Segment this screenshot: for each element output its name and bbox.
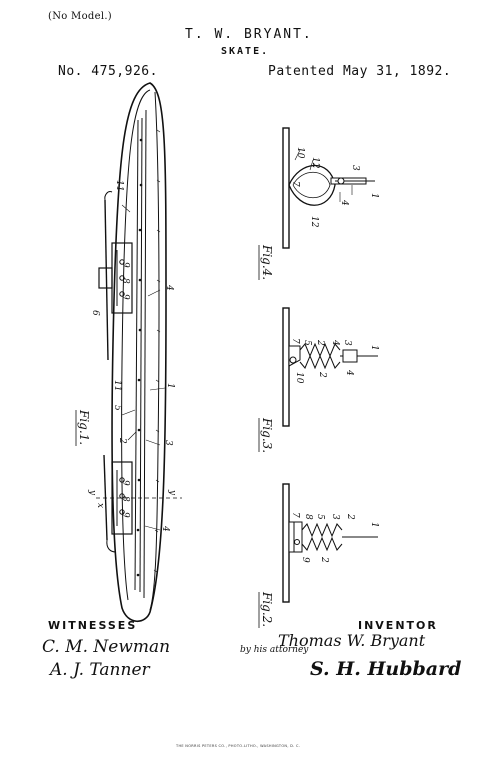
- patent-date: Patented May 31, 1892.: [268, 64, 452, 79]
- fig1-ref: 8: [120, 496, 130, 502]
- fig3-label: Fig.3.: [260, 418, 274, 454]
- fig3-ref: 3: [342, 340, 352, 346]
- fig1-ref: y: [167, 490, 177, 496]
- fig1-ref: 9: [120, 262, 130, 268]
- fig2-ref: 7: [290, 512, 300, 518]
- fig1-ref: 9: [120, 294, 130, 300]
- fig2-ref: 5: [315, 514, 325, 520]
- fig3-ref: 2: [315, 340, 325, 346]
- fig1-ref: 4: [164, 285, 174, 291]
- fig4-ref: 4: [339, 200, 349, 206]
- fig4-ref: 10: [295, 147, 305, 159]
- fig3-ref: 2: [317, 372, 327, 378]
- fig3-ref: 7: [290, 338, 300, 344]
- attorney-signature: S. H. Hubbard: [310, 658, 462, 680]
- by-attorney-note: by his attorney: [240, 645, 309, 655]
- fig4-section-drawing: [283, 128, 375, 248]
- fig4-ref: 12: [310, 157, 320, 169]
- printer-footer: THE NORRIS PETERS CO., PHOTO-LITHO., WASHINGTON, D. C.: [176, 744, 301, 748]
- fig1-ref: 6: [90, 310, 100, 316]
- fig2-section-drawing: [283, 484, 378, 602]
- fig3-section-drawing: [283, 308, 378, 426]
- witness-signature-1: C. M. Newman: [42, 637, 171, 657]
- fig1-ref: 9: [120, 480, 130, 486]
- fig2-label: Fig.2.: [260, 592, 274, 628]
- fig1-ref: 9: [120, 512, 130, 518]
- fig3-ref: 4: [330, 340, 340, 346]
- fig1-skate-drawing: [96, 83, 182, 621]
- fig4-ref: 7: [290, 181, 300, 187]
- fig4-ref: 12: [309, 216, 319, 228]
- witness-signature-2: A. J. Tanner: [50, 660, 150, 680]
- inventor-signature: Thomas W. Bryant: [278, 631, 426, 650]
- fig1-ref: 3: [163, 440, 173, 446]
- fig1-ref: 11: [114, 180, 124, 192]
- fig3-ref: 4: [344, 370, 354, 376]
- fig2-ref: 1: [369, 522, 379, 528]
- inventor-label: INVENTOR: [358, 619, 438, 632]
- fig1-ref: 4: [160, 526, 170, 532]
- fig3-ref: 1: [369, 345, 379, 351]
- patent-number: No. 475,926.: [58, 64, 158, 79]
- fig3-ref: 10: [294, 372, 304, 384]
- fig1-ref: 2: [117, 438, 127, 444]
- model-note: (No Model.): [48, 11, 113, 22]
- fig1-ref: 5: [112, 405, 122, 411]
- fig4-ref: 1: [369, 193, 379, 199]
- inventor-name-header: T. W. BRYANT.: [185, 27, 313, 42]
- fig1-ref: y: [87, 490, 97, 496]
- fig1-ref: 11: [112, 380, 122, 392]
- fig2-ref: 3: [330, 514, 340, 520]
- fig1-ref: 1: [165, 383, 175, 389]
- fig1-ref: 8: [120, 278, 130, 284]
- fig2-ref: 2: [319, 557, 329, 563]
- patent-title: SKATE.: [221, 46, 270, 57]
- fig3-reference-numerals: [290, 338, 379, 384]
- fig4-ref: 3: [350, 165, 360, 171]
- fig1-label: Fig.1.: [77, 410, 91, 446]
- witnesses-label: WITNESSES: [48, 619, 138, 632]
- fig1-ref: x: [95, 503, 105, 509]
- fig2-ref: 2: [345, 514, 355, 520]
- fig4-label: Fig.4.: [260, 245, 274, 281]
- fig2-ref: 9: [300, 557, 310, 563]
- fig2-ref: 8: [303, 514, 313, 520]
- fig3-ref: 5: [302, 340, 312, 346]
